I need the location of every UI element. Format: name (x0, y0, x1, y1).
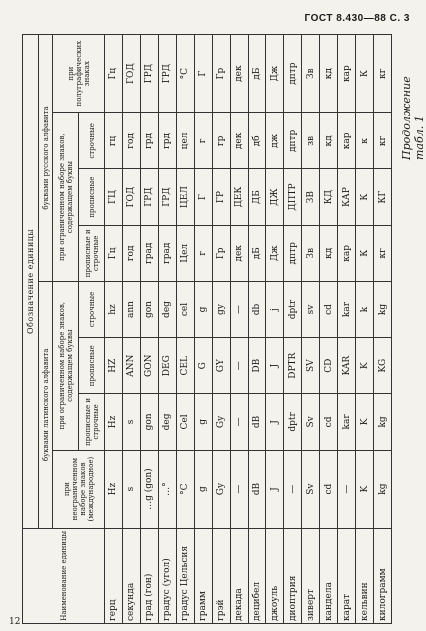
cell: J (266, 394, 284, 450)
unit-name: килограмм (374, 528, 392, 623)
cell: Г (194, 35, 212, 113)
cell: г (194, 113, 212, 169)
unit-name: секунда (122, 528, 140, 623)
cell: кг (374, 225, 392, 281)
cell: g (194, 394, 212, 450)
cell: g (194, 281, 212, 337)
cell: кар (338, 225, 356, 281)
unit-name: кандела (320, 528, 338, 623)
cell: dptr (284, 281, 302, 337)
cell: Зв (302, 35, 320, 113)
unit-name: кельвин (356, 528, 374, 623)
cell: К (356, 225, 374, 281)
russian-sub-lowercase-only: строчные (79, 113, 105, 169)
table-row (356, 35, 374, 624)
cell: DEG (158, 338, 176, 394)
cell: GON (140, 338, 158, 394)
cell: K (356, 394, 374, 450)
cell: Hz (105, 394, 123, 450)
cell: ГРД (158, 169, 176, 225)
table-container (22, 34, 392, 624)
cell: кд (320, 113, 338, 169)
cell: ГР (212, 169, 230, 225)
russian-sub-lowercase: прописные и строчные (79, 225, 105, 281)
cell: Г (194, 169, 212, 225)
table-row (320, 35, 338, 624)
unit-name: децибел (248, 528, 266, 623)
cell: — (284, 450, 302, 528)
cell: °C (176, 35, 194, 113)
cell: ДБ (248, 169, 266, 225)
cell: дБ (248, 225, 266, 281)
cell: k (356, 281, 374, 337)
cell: dB (248, 394, 266, 450)
cell: дек (230, 225, 248, 281)
cell: °C (176, 450, 194, 528)
cell: gon (140, 281, 158, 337)
cell: hz (105, 281, 123, 337)
cell: гц (105, 113, 123, 169)
cell: дБ (248, 35, 266, 113)
cell: — (338, 450, 356, 528)
cell: — (230, 450, 248, 528)
cell: дж (266, 113, 284, 169)
cell: CD (320, 338, 338, 394)
table-row (105, 35, 123, 624)
cell: cel (176, 281, 194, 337)
cell: ДЕК (230, 169, 248, 225)
unit-name: декада (230, 528, 248, 623)
page-header: ГОСТ 8.430—88 С. 3 (304, 13, 410, 24)
cell: дек (230, 113, 248, 169)
russian-restricted-header: при ограниченном наборе знаков, содержащем буквы (53, 113, 79, 282)
unit-name: диоптрия (284, 528, 302, 623)
cell: J (266, 338, 284, 394)
cell: ann (122, 281, 140, 337)
cell: Гр (212, 35, 230, 113)
cell: kar (338, 281, 356, 337)
cell: kar (338, 394, 356, 450)
cell: ГЦ (105, 169, 123, 225)
cell: KG (374, 338, 392, 394)
table-row (266, 35, 284, 624)
cell: Гц (105, 35, 123, 113)
cell: кар (338, 35, 356, 113)
cell: ГОД (122, 35, 140, 113)
cell: дек (230, 35, 248, 113)
cell: kg (374, 450, 392, 528)
cell: HZ (105, 338, 123, 394)
cell: KAR (338, 338, 356, 394)
unit-name: зиверт (302, 528, 320, 623)
cell: db (248, 281, 266, 337)
cell: — (230, 338, 248, 394)
cell: ГРД (140, 35, 158, 113)
cell: SV (302, 338, 320, 394)
table-row (230, 35, 248, 624)
latin-restricted-header: при ограниченном наборе знаков, содержащем буквы (53, 281, 79, 450)
cell: K (356, 338, 374, 394)
cell: …° (158, 450, 176, 528)
cell: кг (374, 113, 392, 169)
cell: Hz (105, 450, 123, 528)
cell: кд (320, 225, 338, 281)
cell: дптр (284, 225, 302, 281)
cell: cd (320, 450, 338, 528)
cell: ЦЕЛ (176, 169, 194, 225)
cell: Gy (212, 394, 230, 450)
cell: gon (140, 394, 158, 450)
table-row (284, 35, 302, 624)
cell: К (356, 169, 374, 225)
latin-group-header: буквами латинского алфавита (39, 281, 53, 528)
cell: ЗВ (302, 169, 320, 225)
cell: кар (338, 113, 356, 169)
cell: Зв (302, 225, 320, 281)
cell: Цел (176, 225, 194, 281)
cell: GY (212, 338, 230, 394)
unit-name: градус Цельсия (176, 528, 194, 623)
cell: грд (140, 113, 158, 169)
cell: J (266, 450, 284, 528)
cell: ANN (122, 338, 140, 394)
cell: kg (374, 394, 392, 450)
cell: G (194, 338, 212, 394)
cell: — (230, 281, 248, 337)
latin-sub-uppercase: прописные (79, 338, 105, 394)
cell: град (140, 225, 158, 281)
cell: Гц (105, 225, 123, 281)
cell: s (122, 394, 140, 450)
latin-sub-lowercase: прописные и строчные (79, 394, 105, 450)
rotated-table (22, 34, 392, 624)
page-number: 12 (9, 617, 21, 627)
table-row (176, 35, 194, 624)
cell: CEL (176, 338, 194, 394)
cell: DPTR (284, 338, 302, 394)
cell: дптр (284, 113, 302, 169)
cell: град (158, 225, 176, 281)
cell: к (356, 113, 374, 169)
cell: cd (320, 281, 338, 337)
cell: gy (212, 281, 230, 337)
unit-name: герц (105, 528, 123, 623)
cell: Дж (266, 35, 284, 113)
cell: грд (158, 113, 176, 169)
table-row (158, 35, 176, 624)
cell: КАР (338, 169, 356, 225)
cell: год (122, 225, 140, 281)
cell: гр (212, 113, 230, 169)
name-column-header: Наименование единицы (23, 528, 105, 623)
cell: dB (248, 450, 266, 528)
cell: cd (320, 394, 338, 450)
cell: Sv (302, 450, 320, 528)
continuation-label: Продолжение табл. 1 (400, 76, 426, 160)
cell: s (122, 450, 140, 528)
cell: Cel (176, 394, 194, 450)
cell: КД (320, 169, 338, 225)
cell: deg (158, 394, 176, 450)
cell: j (266, 281, 284, 337)
cell: дб (248, 113, 266, 169)
russian-sub-uppercase: прописные (79, 169, 105, 225)
cell: КГ (374, 169, 392, 225)
latin-unrestricted-header: при неограниченном наборе знаков (международное) (53, 450, 105, 528)
russian-group-header: буквами русского алфавита (39, 35, 53, 282)
table-row (122, 35, 140, 624)
unit-name: карат (338, 528, 356, 623)
cell: g (194, 450, 212, 528)
cell: dptr (284, 394, 302, 450)
cell: год (122, 113, 140, 169)
cell: цел (176, 113, 194, 169)
table-row (212, 35, 230, 624)
unit-name: грэй (212, 528, 230, 623)
cell: deg (158, 281, 176, 337)
table-row (302, 35, 320, 624)
cell: ГРД (140, 169, 158, 225)
cell: Дж (266, 225, 284, 281)
unit-name: джоуль (266, 528, 284, 623)
cell: Sv (302, 394, 320, 450)
cell: кд (320, 35, 338, 113)
table-row (140, 35, 158, 624)
unit-name: грамм (194, 528, 212, 623)
cell: DB (248, 338, 266, 394)
cell: г (194, 225, 212, 281)
cell: ДПТР (284, 169, 302, 225)
table-row (248, 35, 266, 624)
cell: дптр (284, 35, 302, 113)
designation-header: Обозначение единицы (23, 35, 39, 529)
table-row (374, 35, 392, 624)
cell: kg (374, 281, 392, 337)
cell: зв (302, 113, 320, 169)
cell: K (356, 450, 374, 528)
units-table (22, 34, 392, 624)
table-row (338, 35, 356, 624)
cell: кг (374, 35, 392, 113)
cell: ГОД (122, 169, 140, 225)
russian-semigraphic-header: при полуграфических знаках (53, 35, 105, 113)
unit-name: градус (угол) (158, 528, 176, 623)
cell: ГРД (158, 35, 176, 113)
cell: Gy (212, 450, 230, 528)
cell: К (356, 35, 374, 113)
cell: …g (gon) (140, 450, 158, 528)
cell: ДЖ (266, 169, 284, 225)
latin-sub-lowercase-only: строчные (79, 281, 105, 337)
table-row (194, 35, 212, 624)
cell: sv (302, 281, 320, 337)
cell: Гр (212, 225, 230, 281)
unit-name: град (гон) (140, 528, 158, 623)
cell: — (230, 394, 248, 450)
